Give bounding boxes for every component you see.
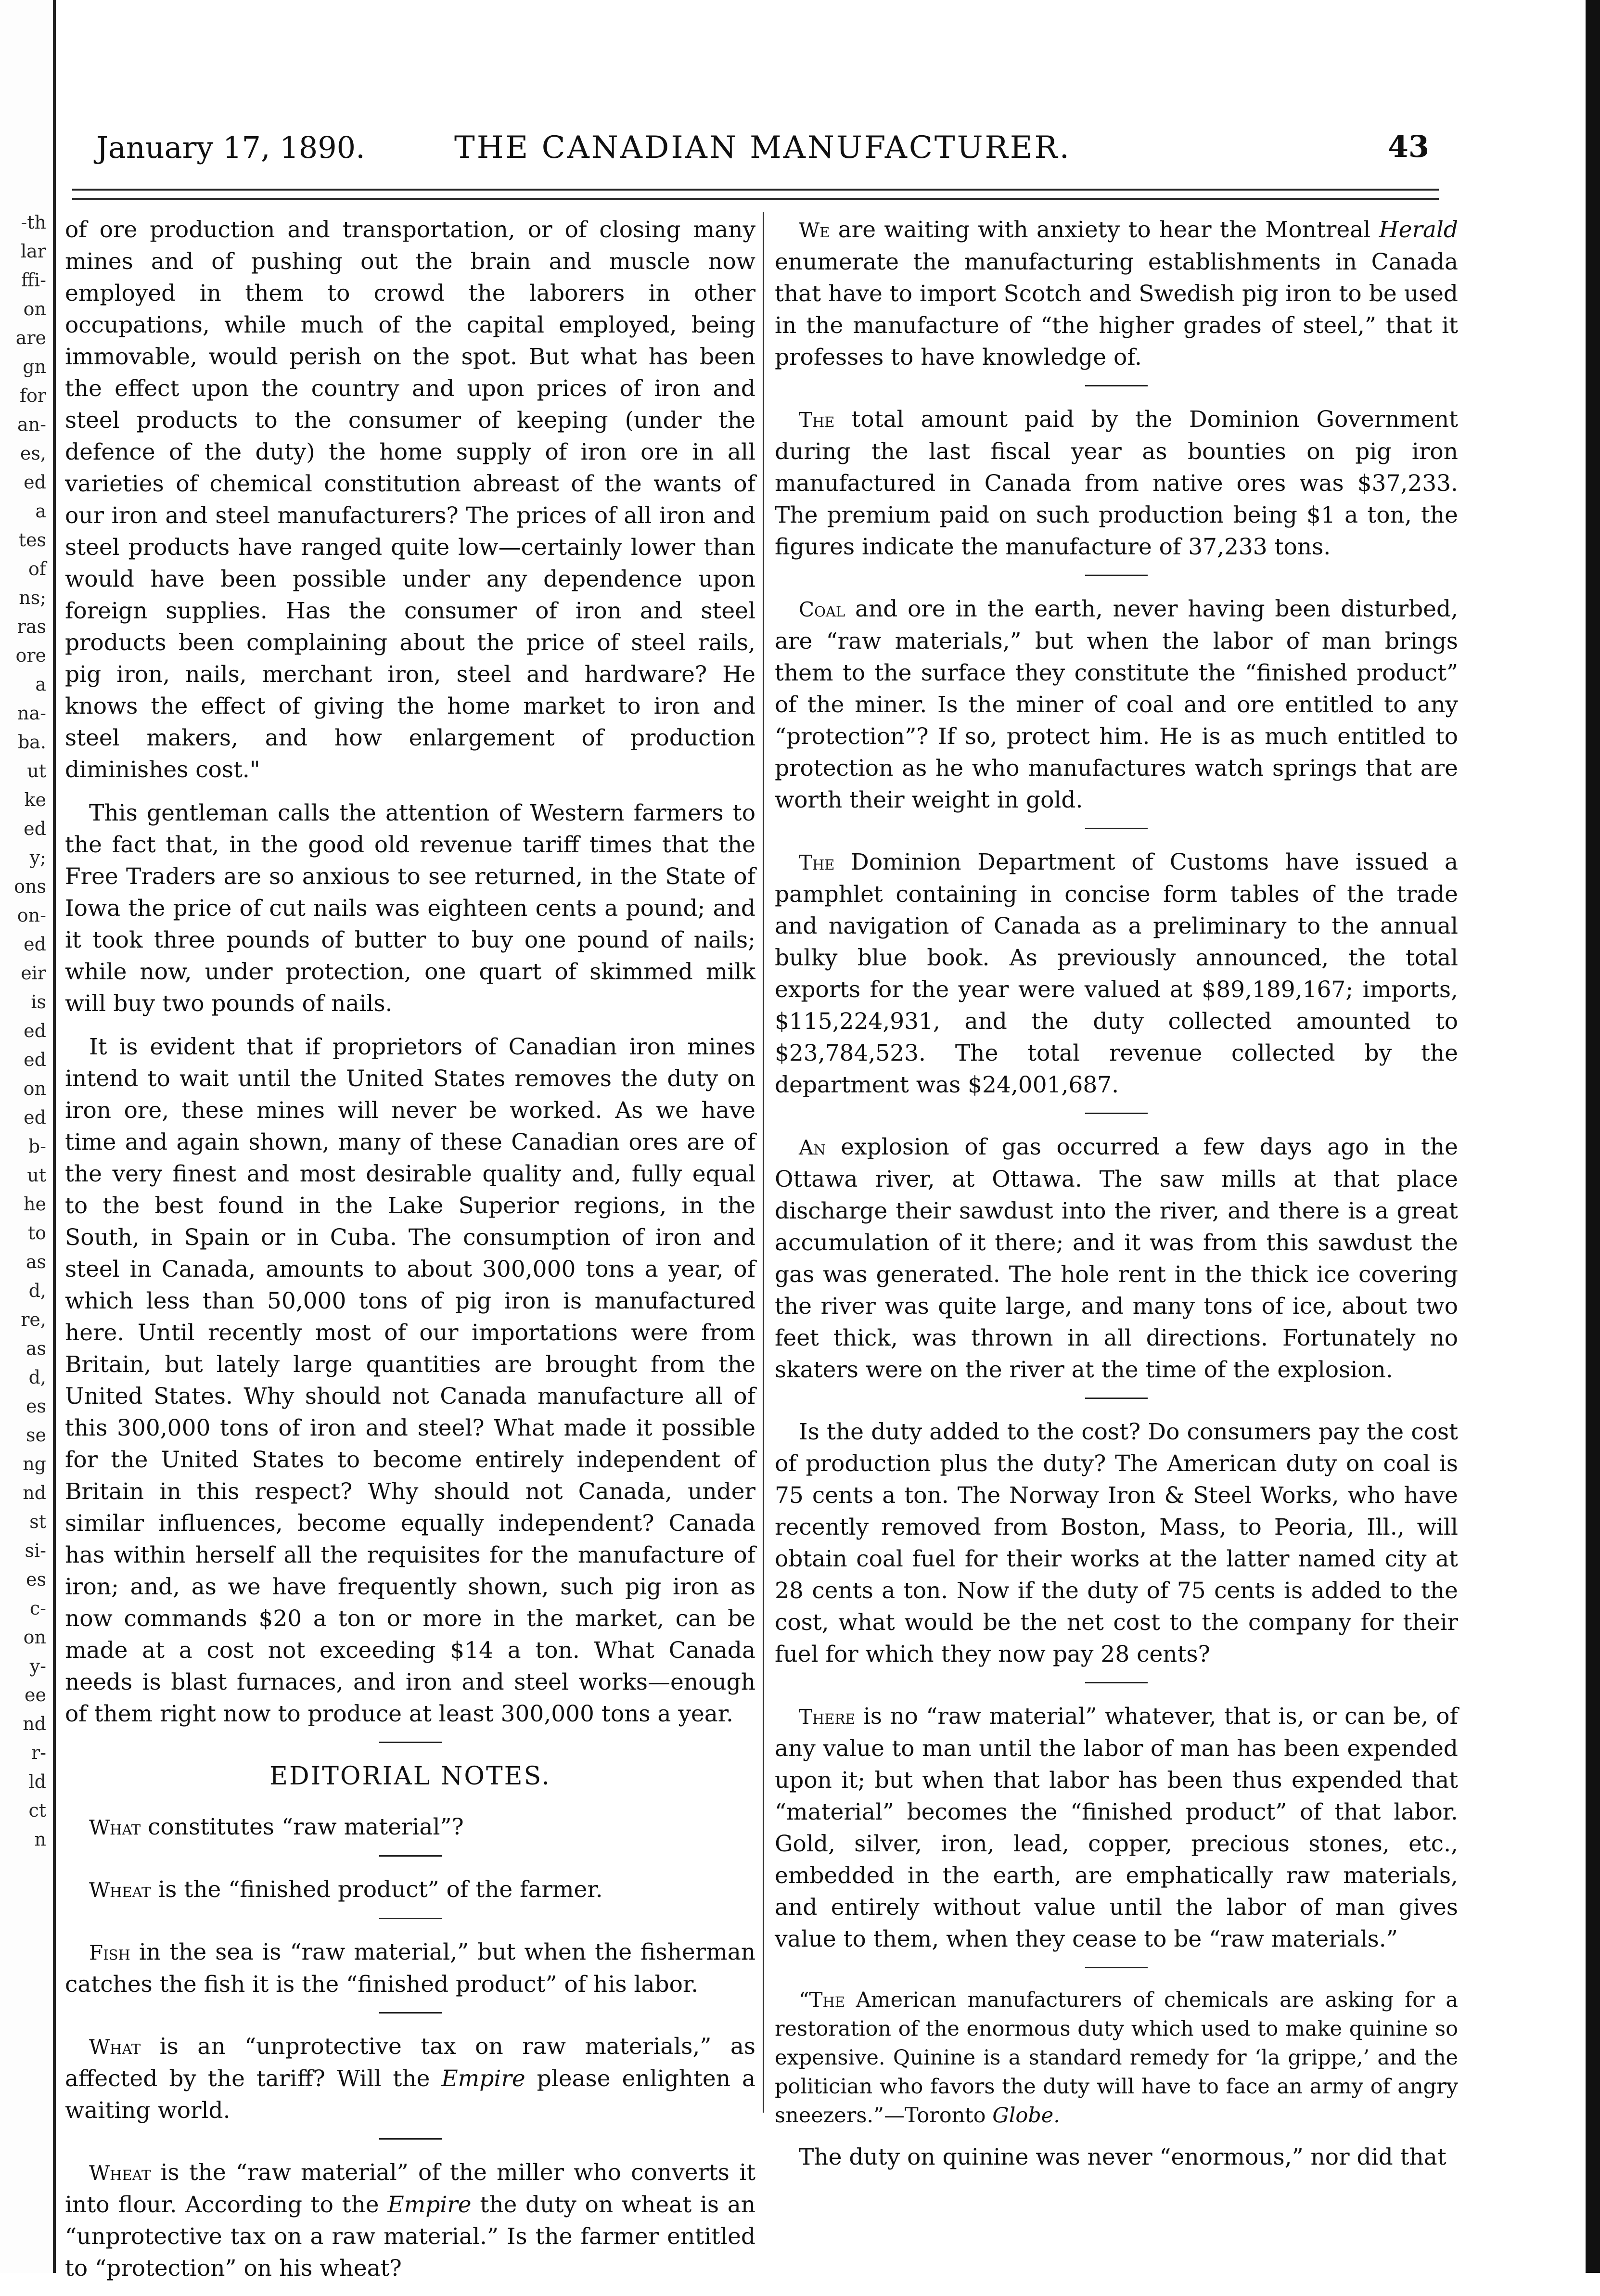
separator-rule [1085, 385, 1148, 386]
gutter-fragment: a [35, 500, 46, 522]
gutter-fragment: es [26, 1569, 46, 1590]
gutter-fragment: ke [24, 789, 46, 810]
gutter-fragment: r- [31, 1742, 46, 1763]
gutter-fragment: he [24, 1193, 46, 1215]
page-edge-shadow [1586, 0, 1600, 2273]
gutter-fragment: as [26, 1251, 46, 1272]
gutter-fragment: ons [14, 876, 46, 897]
separator-rule [1085, 828, 1148, 829]
gutter-fragment: of [28, 558, 46, 579]
gutter-fragment: ffi- [21, 269, 46, 291]
gutter-fragment: ed [24, 1049, 46, 1070]
note-lead-word: “The [799, 1988, 845, 2012]
note-text: explosion of gas occurred a few days ago in the Ottawa river, at Ottawa. The saw mills at that place discharge their sawdust into the river, and there is a great accumulation of it there; and it was from this sawdust the gas was generated. The hole rent in the thick ice covering the river was quite large, and many tons of ice, about two feet thick, was thrown in all directions. Fortunately no skaters were on the river at the time of the explosion. [775, 1134, 1458, 1383]
gutter-fragment: on [23, 1627, 46, 1648]
gutter-fragment: re, [21, 1309, 46, 1330]
gutter-fragment: as [26, 1338, 46, 1359]
gutter-fragment: -th [21, 212, 46, 233]
gutter-fragment: se [26, 1424, 46, 1446]
editorial-note [775, 593, 1458, 816]
note-lead-word: What [89, 1816, 141, 1839]
gutter-fragment: lar [21, 241, 46, 262]
separator-rule [1085, 1113, 1148, 1114]
note-lead-word: Wheat [89, 2161, 151, 2185]
editorial-note [775, 847, 1458, 1101]
editorial-note [65, 2031, 755, 2127]
note-text: American manufacturers of chemicals are asking for a restoration of the enormous duty which used to make quinine so expensive. Quinine is a standard remedy for ‘la grippe,’ and the politician who favors the duty will have to face an army of angry sneezers.”—Toronto [775, 1988, 1458, 2128]
right-column [775, 214, 1458, 2185]
note-text: and ore in the earth, never having been disturbed, are “raw materials,” but when the labor of man brings them to the surface they constitute the “finished product” of the miner. Is the miner of coal and ore entitled to any “protection”? If so, protect him. He is as much entitled to protection as he who manufactures watch springs that are worth their weight in gold. [775, 596, 1458, 813]
gutter-fragment: ee [25, 1684, 46, 1706]
gutter-fragment: na- [17, 703, 46, 724]
gutter-fragment: ed [24, 934, 46, 955]
gutter-fragment: nd [23, 1713, 46, 1734]
editorial-note [65, 1937, 755, 2001]
gutter-fragment: on [23, 1078, 46, 1099]
separator-rule [1085, 1967, 1148, 1968]
editorial-note [775, 214, 1458, 373]
article-paragraph: of ore production and transportation, or of closing many mines and of pushing out the brain and muscle now employed in them to crowd the laborers in other occupations, while much of the capital employed, being immovable, would perish on the spot. But what has been the effect upon the country and upon prices of iron and steel products to the consumer of keeping (under the defence of the duty) the home supply of iron ore in all varieties of chemical constitution abreast of the wants of our iron and steel manufacturers? The prices of all iron and steel products have ranged quite low—certainly lower than would have been possible under any dependence upon foreign supplies. Has the consumer of iron and steel products been complaining about the price of steel rails, pig iron, nails, merchant iron, steel and hardware? He knows the effect of giving the home market to iron and steel makers, and how enlargement of production diminishes cost." [65, 217, 755, 783]
gutter-fragment: ras [17, 616, 46, 637]
newspaper-name: Herald [1379, 217, 1458, 243]
note-text: enumerate the manufacturing establishments in Canada that have to import Scotch and Swedish pig iron to be used in the manufacture of “the higher grades of steel,” that it professes to have knowledge of. [775, 249, 1458, 371]
note-text: is the “finished product” of the farmer. [151, 1876, 603, 1903]
note-lead-word: Coal [799, 598, 845, 621]
separator-rule [1085, 1398, 1148, 1399]
page-header [91, 125, 1434, 178]
gutter-fragment: ns; [19, 587, 46, 608]
note-lead-word: We [799, 218, 830, 242]
gutter-fragment: ba. [17, 731, 46, 753]
article-paragraph: This gentleman calls the attention of Western farmers to the fact that, in the good old revenue tariff times that the Free Traders are so anxious to see returned, in the State of Iowa the price of cut nails was eighteen cents a pound; and it took three pounds of butter to buy one pound of nails; while now, under protection, one quart of skimmed milk will buy two pounds of nails. [65, 800, 755, 1017]
editorial-note: The duty on quinine was never “enormous,” nor did that [799, 2144, 1446, 2170]
gutter-fragment: ed [24, 818, 46, 839]
quoted-note [775, 1986, 1458, 2130]
newspaper-name: Globe. [992, 2104, 1060, 2128]
left-column [65, 214, 755, 2296]
gutter-fragment: nd [23, 1482, 46, 1503]
editorial-note: Is the duty added to the cost? Do consumers pay the cost of production plus the duty? The American duty on coal is 75 cents a ton. The Norway Iron & Steel Works, who have recently removed from Boston, Mass, to Peoria, Ill., will obtain coal fuel for their works at the latter named city at 28 cents a ton. Now if the duty of 75 cents is added to the cost, what would be the net cost to the company for their fuel for which they now pay 28 cents? [775, 1419, 1458, 1667]
editorial-note [775, 404, 1458, 563]
editorial-note [65, 1811, 755, 1844]
separator-rule [379, 1855, 442, 1857]
separator-rule [1085, 575, 1148, 576]
gutter-fragment: ng [23, 1453, 46, 1475]
gutter-fragment: c- [29, 1598, 46, 1619]
gutter-fragment: ore [15, 645, 46, 666]
gutter-fragment: on [23, 298, 46, 320]
newspaper-name: Empire [387, 2192, 472, 2218]
column-divider [763, 212, 764, 2113]
editorial-note [775, 1131, 1458, 1386]
note-text: please enlighten a waiting world. [65, 2065, 755, 2124]
gutter-fragment: y; [29, 847, 46, 868]
editorial-note [65, 1874, 755, 1906]
facing-page-gutter [0, 0, 56, 2273]
gutter-fragment: for [19, 385, 46, 406]
gutter-fragment: an- [17, 414, 46, 435]
gutter-fragment: ut [27, 1165, 46, 1186]
gutter-fragment: is [31, 991, 46, 1013]
note-text: constitutes “raw material”? [141, 1814, 464, 1840]
gutter-fragment: ed [24, 1020, 46, 1041]
note-lead-word: What [89, 2035, 141, 2059]
editorial-note [65, 2157, 755, 2284]
article-paragraph: It is evident that if proprietors of Canadian iron mines intend to wait until the United States removes the duty on iron ore, these mines will never be worked. As we have time and again shown, many of these Canadian ores are of the very finest and most desirable quality and, fully equal to the best found in the Lake Superior regions, in the South, in Spain or in Cuba. The consumption of iron and steel in Canada, amounts to about 300,000 tons a year, of which less than 50,000 tons of pig iron is manufactured here. Until recently most of our importations were from Britain, but lately large quantities are brought from the United States. Why should not Canada manufacture all of this 300,000 tons of iron and steel? What made it possible for the United States to become entirely independent of Britain in this respect? Why should not Canada, under similar influences, become equally independent? Canada has within herself all the requisites for the manufacture of iron; and, as we have frequently shown, such pig iron as now commands $20 a ton or more in the market, can be made at a cost not exceeding $14 a ton. What Canada needs is blast furnaces, and iron and steel works—enough of them right now to produce at least 300,000 tons a year. [65, 1034, 755, 1727]
note-text: are waiting with anxiety to hear the Montreal [830, 217, 1379, 243]
gutter-fragment: ed [24, 472, 46, 493]
gutter-fragment: ld [28, 1771, 46, 1792]
gutter-fragment: a [35, 674, 46, 695]
gutter-fragment: gn [23, 356, 46, 377]
note-text: the duty on wheat is an “unprotective tax on a raw material.” Is the farmer entitled to “protection” on his wheat? [65, 2192, 756, 2282]
note-text: is the “raw material” of the miller who converts it into flour. According to the [65, 2159, 755, 2218]
note-text: is an “unprotective tax on raw materials,” as affected by the tariff? Will the [65, 2033, 755, 2092]
separator-rule [379, 2012, 442, 2014]
gutter-fragment: eir [21, 962, 46, 984]
note-text: total amount paid by the Dominion Government during the last fiscal year as bounties on pig iron manufactured in Canada from native ores was $37,233. The premium paid on such production being $1 a ton, the figures indicate the manufacture of 37,233 tons. [775, 406, 1458, 560]
note-text: in the sea is “raw material,” but when the fisherman catches the fish it is the “finished product” of his labor. [65, 1939, 755, 1998]
separator-rule [379, 1742, 442, 1743]
gutter-fragment: b- [28, 1136, 46, 1157]
header-double-rule [72, 189, 1439, 200]
separator-rule [379, 1918, 442, 1919]
note-lead-word: Fish [89, 1941, 130, 1964]
gutter-fragment: ct [28, 1800, 46, 1821]
section-heading: EDITORIAL NOTES. [269, 1762, 551, 1791]
gutter-fragment: es [26, 1396, 46, 1417]
gutter-fragment: d, [28, 1280, 46, 1301]
note-text: is no “raw material” whatever, that is, or can be, of any value to man until the labor of man has been expended upon it; but when that labor has been thus expended that “material” becomes the “finished product” of that labor. Gold, silver, iron, lead, copper, precious stones, etc., embedded in the earth, are emphatically raw materials, and entirely without value until the labor of man gives value to them, when they cease to be “raw materials.” [775, 1703, 1458, 1952]
masthead-title: THE CANADIAN MANUFACTURER. [454, 130, 1071, 166]
note-text: Dominion Department of Customs have issued a pamphlet containing in concise form tables of the trade and navigation of Canada as a preliminary to the annual bulky blue book. As previously announced, the total exports for the year were valued at $89,189,167; imports, $115,224,931, and the duty collected amounted to $23,784,523. The total revenue collected by the department was $24,001,687. [775, 849, 1458, 1098]
gutter-fragment: ut [27, 760, 46, 782]
separator-rule [379, 2138, 442, 2140]
gutter-fragment: si- [25, 1540, 46, 1561]
gutter-fragment: es, [20, 443, 46, 464]
newspaper-name: Empire [441, 2065, 525, 2092]
note-lead-word: An [799, 1136, 826, 1159]
gutter-fragment: n [34, 1829, 46, 1850]
gutter-fragment: to [27, 1222, 46, 1244]
gutter-fragment: tes [18, 529, 46, 551]
separator-rule [1085, 1682, 1148, 1683]
gutter-fragment: d, [28, 1367, 46, 1388]
gutter-fragment: y- [29, 1655, 46, 1677]
note-lead-word: There [799, 1705, 856, 1729]
gutter-fragment: are [15, 327, 46, 348]
note-lead-word: The [799, 408, 835, 432]
note-lead-word: Wheat [89, 1878, 151, 1902]
page-number: 43 [1387, 129, 1429, 164]
gutter-fragment: ed [24, 1107, 46, 1128]
note-lead-word: The [799, 851, 835, 874]
gutter-fragment: st [29, 1511, 46, 1532]
issue-date: January 17, 1890. [96, 130, 365, 165]
editorial-note [775, 1701, 1458, 1955]
gutter-fragment: on- [17, 905, 46, 926]
